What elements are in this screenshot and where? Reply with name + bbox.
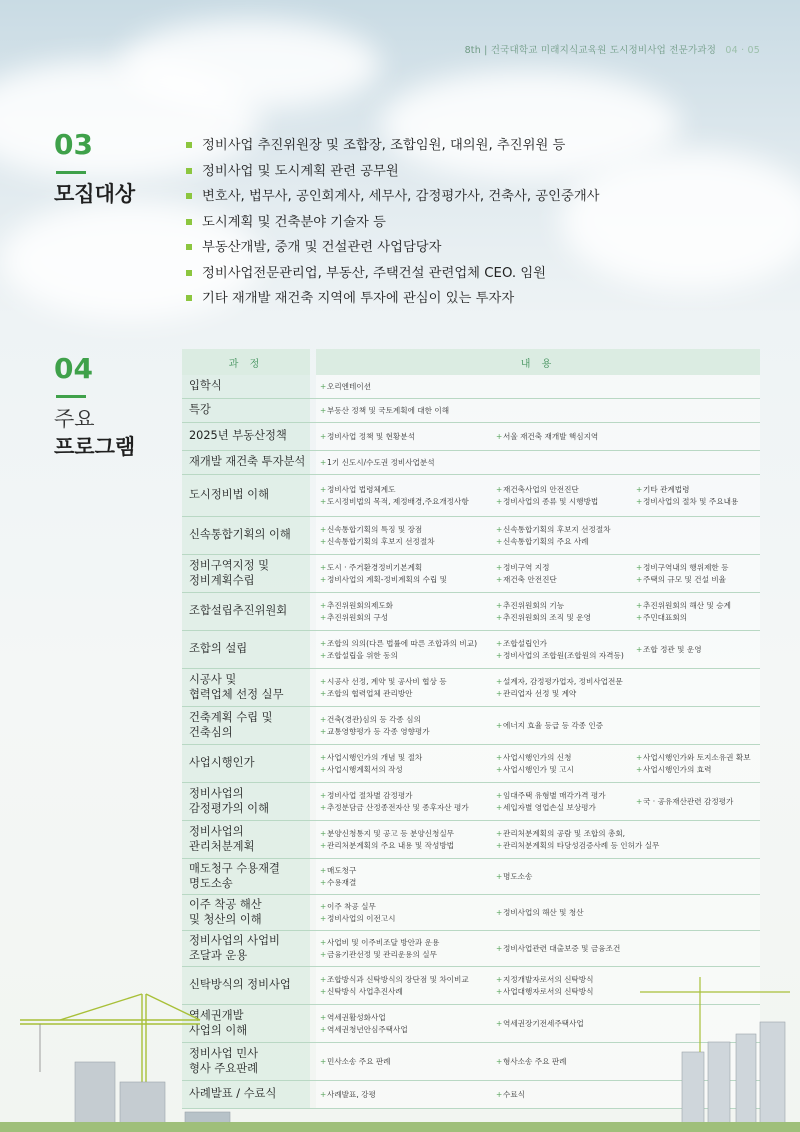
- target-item: 정비사업전문관리업, 부동산, 주택건설 관련업체 CEO. 임원: [186, 261, 766, 287]
- content-item: + 교통영향평가 등 각종 영향평가: [320, 726, 430, 738]
- course-content: [316, 967, 760, 1004]
- course-content: [316, 707, 760, 744]
- content-item: + 관리처분계획의 주요 내용 및 작성방법: [320, 840, 454, 852]
- content-item: + 역세권청년안심주택사업: [320, 1024, 408, 1036]
- table-row: [182, 593, 760, 631]
- table-row: [182, 859, 760, 895]
- content-item: + 정비사업의 이전고시: [320, 913, 395, 925]
- content-item: + 정비사업의 절차 및 주요내용: [636, 496, 738, 508]
- content-item: + 관리처분계획의 공람 및 조합의 총회,: [496, 828, 625, 840]
- course-content: [316, 517, 760, 554]
- course-content: [316, 475, 760, 516]
- content-item: + 건축(경관)심의 등 각종 심의: [320, 714, 421, 726]
- header-text: 8th | 건국대학교 미래지식교육원 도시정비사업 전문가과정: [464, 45, 717, 56]
- content-item: + 주택의 규모 및 건설 비율: [636, 574, 726, 586]
- course-content: [316, 931, 760, 966]
- table-row: [182, 475, 760, 517]
- table-row: [182, 783, 760, 821]
- content-item: + 신탁방식 사업추진사례: [320, 986, 403, 998]
- course-name: 정비사업 민사 형사 주요판례: [182, 1043, 310, 1080]
- section-04-bar: [56, 395, 86, 398]
- course-name: 매도청구 수용재결 명도소송: [182, 859, 310, 894]
- header-content: 내 용: [316, 349, 760, 375]
- table-body: [182, 375, 760, 1109]
- table-row: [182, 1005, 760, 1043]
- content-item: + 관리업자 선정 및 계약: [496, 688, 576, 700]
- table-row: [182, 375, 760, 399]
- content-item: + 역세권장기전세주택사업: [496, 1018, 584, 1030]
- program-table: [182, 349, 760, 1109]
- course-content: [316, 593, 760, 630]
- target-list: [186, 133, 766, 312]
- target-item: 도시계획 및 건축분야 기술자 등: [186, 210, 766, 236]
- course-name: 사업시행인가: [182, 745, 310, 782]
- target-item: 정비사업 추진위원장 및 조합장, 조합임원, 대의원, 추진위원 등: [186, 133, 766, 159]
- content-item: + 국 · 공유재산관련 감정평가: [636, 796, 733, 808]
- content-item: + 관리처분계획의 타당성검증사례 등 인허가 실무: [496, 840, 659, 852]
- content-item: + 서울 재건축 재개발 핵심지역: [496, 431, 598, 443]
- course-name: 건축계획 수립 및 건축심의: [182, 707, 310, 744]
- content-item: + 조합의 협력업체 관리방안: [320, 688, 413, 700]
- content-item: + 사업시행인가와 토지소유권 확보: [636, 752, 751, 764]
- content-item: + 추진위원회의제도화: [320, 600, 393, 612]
- table-row: [182, 517, 760, 555]
- course-name: 정비구역지정 및 정비계획수립: [182, 555, 310, 592]
- content-item: + 지정개발자로서의 신탁방식: [496, 974, 593, 986]
- target-item: 부동산개발, 중개 및 건설관련 사업담당자: [186, 235, 766, 261]
- table-row: [182, 423, 760, 451]
- content-item: + 신속통합기획의 특징 및 장점: [320, 524, 422, 536]
- content-item: + 도시 · 주거환경정비기본계획: [320, 562, 422, 574]
- table-header: [182, 349, 760, 375]
- content-item: + 조합 정관 및 운영: [636, 644, 702, 656]
- content-item: + 추진위원회의 기능: [496, 600, 564, 612]
- content-item: + 정비사업 절차별 감정평가: [320, 790, 413, 802]
- content-item: + 추진위원회의 조직 및 운영: [496, 612, 591, 624]
- content-item: + 사업시행인가 및 고시: [496, 764, 574, 776]
- course-name: 시공사 및 협력업체 선정 실무: [182, 669, 310, 706]
- section-03-title: 모집대상: [54, 182, 136, 206]
- content-item: + 도시정비법의 목적, 제정배경,주요개정사항: [320, 496, 469, 508]
- course-name: 특강: [182, 399, 310, 422]
- content-item: + 사업비 및 이주비조달 방안과 운용: [320, 937, 439, 949]
- content-item: + 이주 착공 실무: [320, 901, 376, 913]
- course-name: 이주 착공 해산 및 청산의 이해: [182, 895, 310, 930]
- page-header: [465, 42, 760, 56]
- content-item: + 분양신청통지 및 공고 등 분양신청실무: [320, 828, 454, 840]
- course-name: 2025년 부동산정책: [182, 423, 310, 450]
- section-04-title-line2: 프로그램: [54, 435, 136, 460]
- course-content: [316, 399, 760, 422]
- content-item: + 금융기관선정 및 관리운용의 실무: [320, 949, 437, 961]
- table-row: [182, 967, 760, 1005]
- section-03-number: 03: [54, 128, 93, 161]
- content-item: + 사업시행인가의 효력: [636, 764, 711, 776]
- course-content: [316, 555, 760, 592]
- course-name: 조합의 설립: [182, 631, 310, 668]
- content-item: + 정비구역 지정: [496, 562, 549, 574]
- content-item: + 추진위원회의 구성: [320, 612, 388, 624]
- course-content: [316, 451, 760, 474]
- course-content: [316, 631, 760, 668]
- course-content: [316, 423, 760, 450]
- content-item: + 사업시행인가의 개념 및 절차: [320, 752, 422, 764]
- course-content: [316, 375, 760, 398]
- content-item: + 정비사업 정책 및 현황분석: [320, 431, 415, 443]
- target-item: 정비사업 및 도시계획 관련 공무원: [186, 159, 766, 185]
- content-item: + 형사소송 주요 판례: [496, 1056, 567, 1068]
- table-row: [182, 1081, 760, 1109]
- content-item: + 조합방식과 신탁방식의 장단점 및 차이비교: [320, 974, 469, 986]
- content-item: + 사업대행자로서의 신탁방식: [496, 986, 593, 998]
- course-content: [316, 745, 760, 782]
- content-item: + 오리엔테이션: [320, 381, 371, 393]
- content-item: + 부동산 정책 및 국토계획에 대한 이해: [320, 405, 449, 417]
- course-content: [316, 669, 760, 706]
- course-content: [316, 859, 760, 894]
- content-item: + 임대주택 유형별 매각가격 평가: [496, 790, 606, 802]
- section-03-bar: [56, 171, 86, 174]
- content-item: + 재건축 안전진단: [496, 574, 557, 586]
- table-row: [182, 399, 760, 423]
- content-item: + 수용재결: [320, 877, 356, 889]
- table-row: [182, 451, 760, 475]
- content-item: + 정비사업의 해산 및 청산: [496, 907, 584, 919]
- content-item: + 신속통합기획의 후보지 선정절차: [496, 524, 611, 536]
- table-row: [182, 631, 760, 669]
- content-item: + 설계자, 감정평가업자, 정비사업전문: [496, 676, 623, 688]
- course-name: 입학식: [182, 375, 310, 398]
- table-row: [182, 895, 760, 931]
- content-item: + 주민대표회의: [636, 612, 687, 624]
- content-item: + 추정분담금 산정종전자산 및 종후자산 평가: [320, 802, 469, 814]
- course-name: 정비사업의 관리처분계획: [182, 821, 310, 858]
- course-name: 사례발표 / 수료식: [182, 1081, 310, 1108]
- content-item: + 수료식: [496, 1089, 525, 1101]
- table-row: [182, 555, 760, 593]
- course-name: 도시정비법 이해: [182, 475, 310, 516]
- content-item: + 조합의 의의(다른 법률에 따른 조합과의 비교): [320, 638, 477, 650]
- course-content: [316, 1005, 760, 1042]
- course-name: 조합설립추진위원회: [182, 593, 310, 630]
- table-row: [182, 745, 760, 783]
- course-content: [316, 1043, 760, 1080]
- table-row: [182, 707, 760, 745]
- content-item: + 역세권활성화사업: [320, 1012, 386, 1024]
- table-row: [182, 931, 760, 967]
- target-item: 변호사, 법무사, 공인회계사, 세무사, 감정평가사, 건축사, 공인중개사: [186, 184, 766, 210]
- content-item: + 세입자별 영업손실 보상평가: [496, 802, 596, 814]
- content-item: + 정비사업 법령체계도: [320, 484, 395, 496]
- content-item: + 조합설립인가: [496, 638, 547, 650]
- section-04-title: [54, 405, 135, 462]
- content-item: + 신속통합기획의 후보지 선정절차: [320, 536, 435, 548]
- content-item: + 조합설립을 위한 동의: [320, 650, 398, 662]
- content-item: + 추진위원회의 해산 및 승계: [636, 600, 731, 612]
- content-item: + 매도청구: [320, 865, 356, 877]
- course-content: [316, 895, 760, 930]
- content-item: + 사례발표, 강평: [320, 1089, 376, 1101]
- content-item: + 1기 신도시/수도권 정비사업분석: [320, 457, 435, 469]
- content-item: + 정비구역내의 행위제한 등: [636, 562, 729, 574]
- content-item: + 정비사업의 조합원(조합원의 자격등): [496, 650, 624, 662]
- header-course: 과 정: [182, 349, 310, 375]
- table-row: [182, 1043, 760, 1081]
- table-row: [182, 821, 760, 859]
- course-name: 재개발 재건축 투자분석: [182, 451, 310, 474]
- content-item: + 정비사업의 계획-정비계획의 수립 및: [320, 574, 447, 586]
- course-name: 정비사업의 감정평가의 이해: [182, 783, 310, 820]
- content-item: + 명도소송: [496, 871, 532, 883]
- content-item: + 사업시행인가의 신청: [496, 752, 571, 764]
- content-item: + 기타 관계법령: [636, 484, 689, 496]
- course-content: [316, 1081, 760, 1108]
- course-name: 역세권개발 사업의 이해: [182, 1005, 310, 1042]
- section-04-number: 04: [54, 352, 93, 385]
- content-item: + 민사소송 주요 판례: [320, 1056, 391, 1068]
- course-content: [316, 821, 760, 858]
- table-row: [182, 669, 760, 707]
- target-item: 기타 재개발 재건축 지역에 투자에 관심이 있는 투자자: [186, 286, 766, 312]
- content-item: + 정비사업의 종류 및 시행방법: [496, 496, 598, 508]
- section-04-title-line1: 주요: [54, 407, 95, 431]
- course-name: 정비사업의 사업비 조달과 운용: [182, 931, 310, 966]
- content-item: + 에너지 효율 등급 등 각종 인증: [496, 720, 603, 732]
- page-numbers: 04 · 05: [725, 45, 760, 56]
- content-item: + 재건축사업의 안전진단: [496, 484, 579, 496]
- course-name: 신탁방식의 정비사업: [182, 967, 310, 1004]
- content-item: + 정비사업관련 대출보증 및 금융조건: [496, 943, 620, 955]
- content-item: + 사업시행계획서의 작성: [320, 764, 403, 776]
- course-content: [316, 783, 760, 820]
- content-item: + 시공사 선정, 계약 및 공사비 협상 등: [320, 676, 447, 688]
- content-item: + 신속통합기획의 주요 사례: [496, 536, 589, 548]
- course-name: 신속통합기획의 이해: [182, 517, 310, 554]
